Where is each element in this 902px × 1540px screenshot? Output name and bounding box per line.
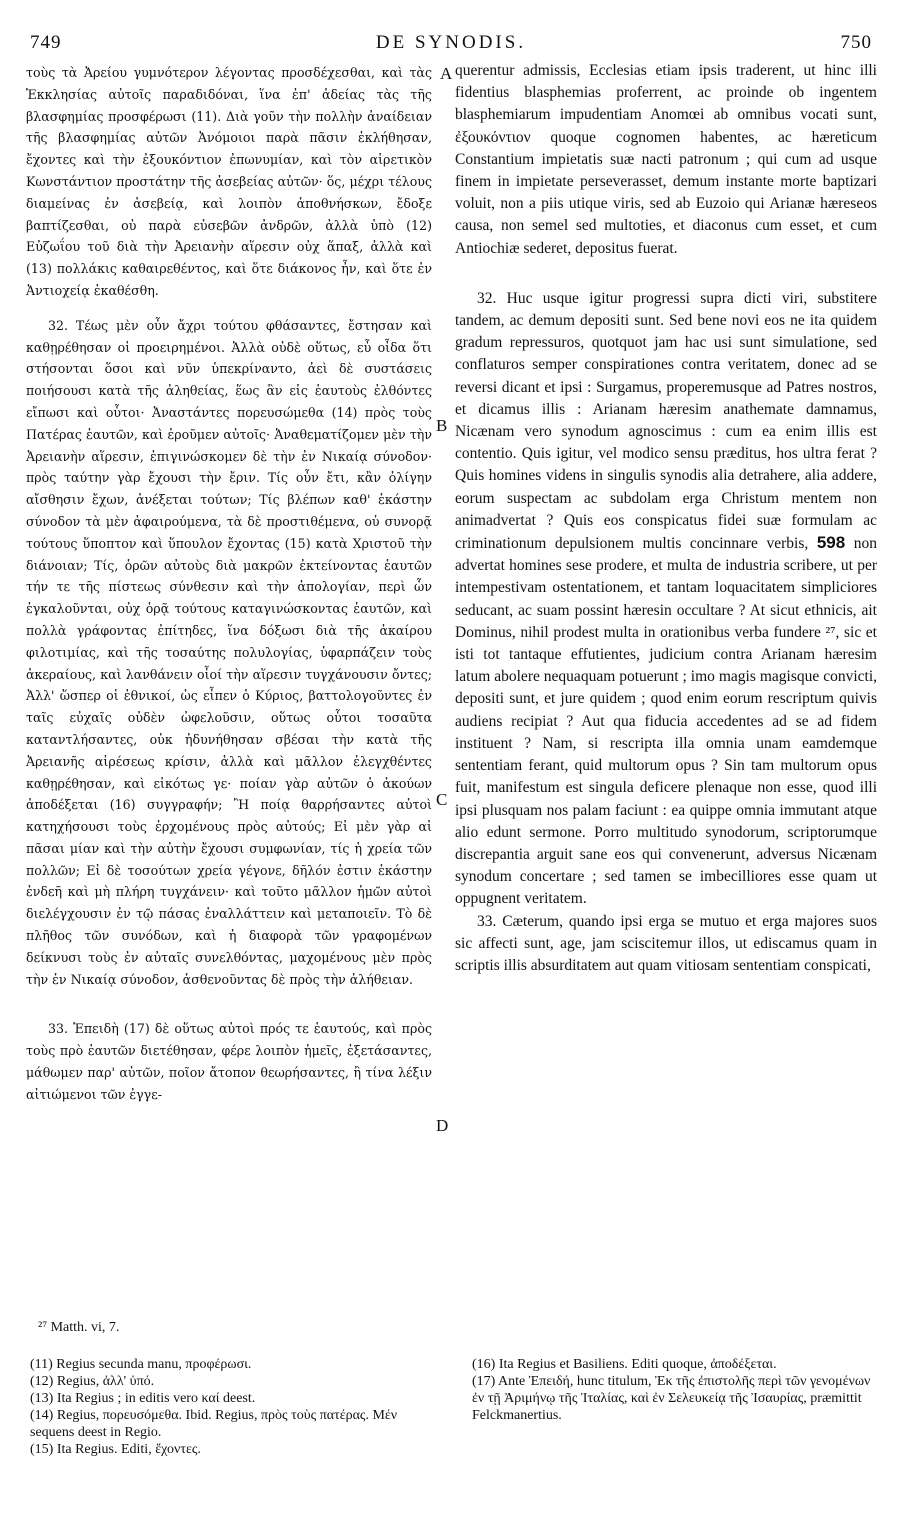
notes-left xyxy=(30,1356,430,1458)
latin-paragraph-33: 33. Cæterum, quando ipsi erga se mutuo et erga majores suos sic affecti sunt, age, jam sciscitemur illos, ut ediscamus quam in scriptis illis absurditatem aut quam vitiosam sententiam conspicati, xyxy=(455,912,877,974)
note-14: (14) Regius, πορευσόμεθα. Ibid. Regius, πρὸς τοὺς πατέρας. Μέν sequens deest in Regio. xyxy=(30,1408,398,1440)
margin-letter-c: C xyxy=(436,790,448,809)
note-12: (12) Regius, ἀλλ' ὑπό. xyxy=(30,1374,155,1389)
page-header xyxy=(0,32,902,60)
note-13: (13) Ita Regius ; in editis vero καί deest. xyxy=(30,1391,256,1406)
greek-paragraph-31: τοὺς τὰ Ἀρείου γυμνότερον λέγοντας προσδέχεσθαι, καὶ τὰς Ἐκκλησίας αὐτοῖς παραδιδόναι, ἵνα ἐπ' ἀδείας τὰς τῆς βλασφημίας προσφέρωσι (11). Διὰ γοῦν τὴν πολλὴν ἀναίδειαν τῆς βλασφημίας αὐτῶν Ἀνόμοιοι παρὰ πᾶσιν ἐκλήθησαν, ἔχοντες καὶ τὴν ἐξουκόντιον ἐπωνυμίαν, καὶ τὸν αἱρετικὸν Κωνστάντιον προστάτην τῆς ἀσεβείας αὐτῶν· ὅς, μέχρι τέλους διαμείνας ἐν ἀσεβείᾳ, καὶ λοιπὸν ἀποθνήσκων, ἔδοξε βαπτίζεσθαι, οὐ παρὰ εὐσεβῶν ἀνδρῶν, ἀλλὰ ὑπὸ (12) Εὐζωΐου τοῦ διὰ τὴν Ἀρειανὴν αἵρεσιν οὐχ ἅπαξ, ἀλλὰ καὶ (13) πολλάκις καθαιρεθέντος, καὶ ὅτε διάκονος ἦν, καὶ ὅτε ἐν Ἀντιοχείᾳ ἐκαθέσθη. xyxy=(26,65,432,298)
margin-letter-d: D xyxy=(436,1116,449,1135)
latin-paragraph-31: querentur admissis, Ecclesias etiam ipsis traderent, ut hinc illi fidentius blasphemias proferrent, ac proinde ob ingentem blasphemiarum impudentiam Anomœi ab omnibus vocati sunt, ἐξουκόντιον quoque cognomen habentes, ac hæreticum Constantium impietatis suæ nacti patronum ; qui cum ad usque finem in impietate perseverasset, demum instante morte baptizari voluit, non a piis utique viris, sed ab Euzoio qui Arianæ hæreseos causa, non semel sed multoties, et diaconus cum esset, et cum Antiochiæ sederet, depositus fuerat. xyxy=(455,62,877,257)
note-11: (11) Regius secunda manu, προφέρωσι. xyxy=(30,1357,252,1372)
greek-paragraph-32: 32. Τέως μὲν οὖν ἄχρι τούτου φθάσαντες, ἔστησαν καὶ καθῃρέθησαν οἱ προειρημένοι. Ἀλλὰ οὐδὲ οὕτως, εὖ οἶδα ὅτι στήσονται ὅσοι καὶ νῦν ὑπεκρίναντο, ἀεὶ δὲ συστάσεις ποιήσουσι κατὰ τῆς ἀληθείας, ἕως ἂν εἰς ἑαυτοὺς ἐλθόντες εἴπωσι καὶ οὗτοι· Ἀναστάντες πορευσώμεθα (14) πρὸς τοὺς Πατέρας ἑαυτῶν, καὶ ἐροῦμεν αὐτοῖς· Ἀναθεματίζομεν μὲν τὴν Ἀρειανὴν αἵρεσιν, ἐπιγινώσκομεν δὲ τὴν ἐν Νικαίᾳ σύνοδον· πρὸς ταύτην γὰρ ἔχουσι τὴν ἔριν. Τίς οὖν ἔτι, κἂν ὀλίγην αἴσθησιν ἔχων, ἀνέξεται τούτων; Τίς βλέπων καθ' ἑκάστην σύνοδον τὰ μὲν ἀφαιρούμενα, τὰ δὲ προστιθέμενα, οὐ συνορᾷ τούτους ὕποπτον καὶ ὕπουλον ἔχοντας (15) κατὰ Χριστοῦ τὴν διάνοιαν; Τίς, ὁρῶν αὐτοὺς διὰ μακρῶν ἐκτείνοντας ἑαυτῶν τήν τε τῆς πίστεως σύνθεσιν καὶ τὴν ἀπολογίαν, περὶ ὧν ἐγκαλοῦνται, οὐχ ὁρᾷ τούτους καταγινώσκοντας ἑαυτῶν, καὶ πολλὰ γράφοντας ἐπίτηδες, ἵνα δόξωσι διὰ τῆς ἀκαίρου φιλοτιμίας, καὶ τῆς τοσαύτης πολυλογίας, ὑφαρπάζειν τοὺς ἀκεραίους, καὶ λανθάνειν οἷοί τὴν αἵρεσιν τυγχάνουσιν ὄντες; Ἀλλ' ὥσπερ οἱ ἐθνικοί, ὡς εἶπεν ὁ Κύριος, βαττολογοῦντες ἐν ταῖς εὐχαῖς οὐδὲν ὠφελοῦσιν, οὕτως οὗτοι τοσαῦτα καταντλήσαντες, οὐκ ἠδυνήθησαν σβέσαι τὴν κατὰ τῆς Ἀρειανῆς αἱρέσεως κρίσιν, ἀλλὰ καὶ μᾶλλον ἐλεγχθέντες καθῃρέθησαν, καὶ εἰκότως γε· ποίαν γὰρ αὐτῶν ὁ ἀκούων ἀποδέξεται (16) συγγραφήν; Ἢ ποίᾳ θαρρήσαντες αὐτοὶ κατηχήσουσι τοὺς ἐρχομένους πρὸς αὐτούς; Εἰ μὲν γὰρ αἱ πᾶσαι μίαν καὶ τὴν αὐτὴν ἔχουσι συμφωνίαν, τίς ἡ χρεία τῶν πολλῶν; Εἰ δὲ τοσούτων χρεία γέγονε, δῆλόν ἐστιν ἑκάστην ἐνδεῆ καὶ μὴ πλήρη τυγχάνειν· καὶ τοῦτο μᾶλλον ἡμῶν αὐτοὶ διελέγχουσιν ἐν τῷ πάσας ἐναλλάττειν καὶ μεταποιεῖν. Τὸ δὲ πλῆθος τῶν συνόδων, καὶ ἡ διαφορὰ τῶν γραφομένων δείκνυσι τοὺς ἐν αὐταῖς συνελθόντας, μαχομένους μὲν πρὸς τὴν ἐν Νικαίᾳ σύνοδον, ἀσθενοῦντας δὲ πρὸς τὴν ἀλήθειαν. xyxy=(26,317,432,987)
margin-letter-a: A xyxy=(440,64,453,83)
greek-column xyxy=(26,62,432,1106)
notes-right xyxy=(472,1356,872,1424)
greek-paragraph-33: 33. Ἐπειδὴ (17) δὲ οὕτως αὐτοὶ πρός τε ἑαυτούς, καὶ πρὸς τοὺς πρὸ ἑαυτῶν διετέθησαν, φέρε λοιπὸν ἡμεῖς, ἐξετάσαντες, μάθωμεν παρ' αὐτῶν, ποῖον ἄτοπον θεωρήσαντες, ἢ τίνα λέξιν αἰτιώμενοι τῶν ἐγγε- xyxy=(26,1021,432,1102)
latin-paragraph-32 xyxy=(455,288,877,911)
margin-letter-b: B xyxy=(436,416,448,435)
note-16: (16) Ita Regius et Basiliens. Editi quoque, ἀποδέξεται. xyxy=(472,1357,777,1372)
note-15: (15) Ita Regius. Editi, ἔχοντες. xyxy=(30,1442,201,1457)
latin-column xyxy=(455,60,877,977)
page-number-left: 749 xyxy=(30,32,62,53)
column-number: 598 xyxy=(816,533,846,553)
latin-paragraph-32b: non advertat homines sese prodere, et multa de industria scribere, ut per intempestivam ostentationem, et tantam loquacitatem simpliciores seducant, ac suam possint hæresin occultare ? At sicut ethnicis, ait Dominus, nihil prodest multa in orationibus verba fundere ²⁷, sic et isti tot tantaque effutientes, judicium contra Arianam hæresim latum abolere nequaquam potuerunt ; imo magis magisque convicti, depositi sunt, et jure quidem ; quod enim eorum rescriptum quivis audiens recipiat ? Aut qua fiducia accedentes ad se ad fidem instituent ? Nam, si rescripta illa omnia unam eamdemque sententiam ferant, quid multorum opus ? Sin tam multorum opus fuit, manifestum est singula deficere plenaque non esse, quod illi ipsi plusquam nos palam faciunt : ea quippe omnia immutant atque alio edunt sermone. Porro multitudo synodorum, scriptorumque discrepantia arguit sane eos qui convenerunt, adversus Nicænam synodum concertare ; sed tamen se imbecilliores esse quam ut oppugnent veritatem. xyxy=(455,535,878,908)
latin-paragraph-32a: 32. Huc usque igitur progressi supra dicti viri, substitere tandem, ac demum depositi sunt. Sed bene novi eos ne ita quidem gradum repressuros, quotquot jam hac usi sunt simulatione, sed conflaturos semper conspirationes contra veritatem, donec ad se reversi dicant et ipsi : Surgamus, properemusque ad Patres nostros, et dicamus illis : Arianam hæresim anathemate damnamus, Nicænam vero synodum agnoscimus : cum ea enim illis est contentio. Quis igitur, vel modico sensu præditus, hos ultra ferat ? Quis homines videns in singulis synodis alia detrahere, alia addere, eorum suspectam ac subdolam erga Christum mentem non animadvertat ? Quis eos conspicatus fidei suæ formulam ac criminationum depulsionem multis concinnare verbis, xyxy=(455,289,877,553)
running-title: DE SYNODIS. xyxy=(375,32,527,53)
scripture-footnote: ²⁷ Matth. vi, 7. xyxy=(38,1320,120,1335)
page-number-right: 750 xyxy=(840,32,872,53)
note-17: (17) Ante Ἐπειδή, hunc titulum, Ἐκ τῆς ἐπιστολῆς περὶ τῶν γενομένων ἐν τῇ Ἀριμήνῳ τῆς Ἰταλίας, καὶ ἐν Σελευκείᾳ τῆς Ἰσαυρίας, præmittit Felckmanertius. xyxy=(472,1374,871,1423)
